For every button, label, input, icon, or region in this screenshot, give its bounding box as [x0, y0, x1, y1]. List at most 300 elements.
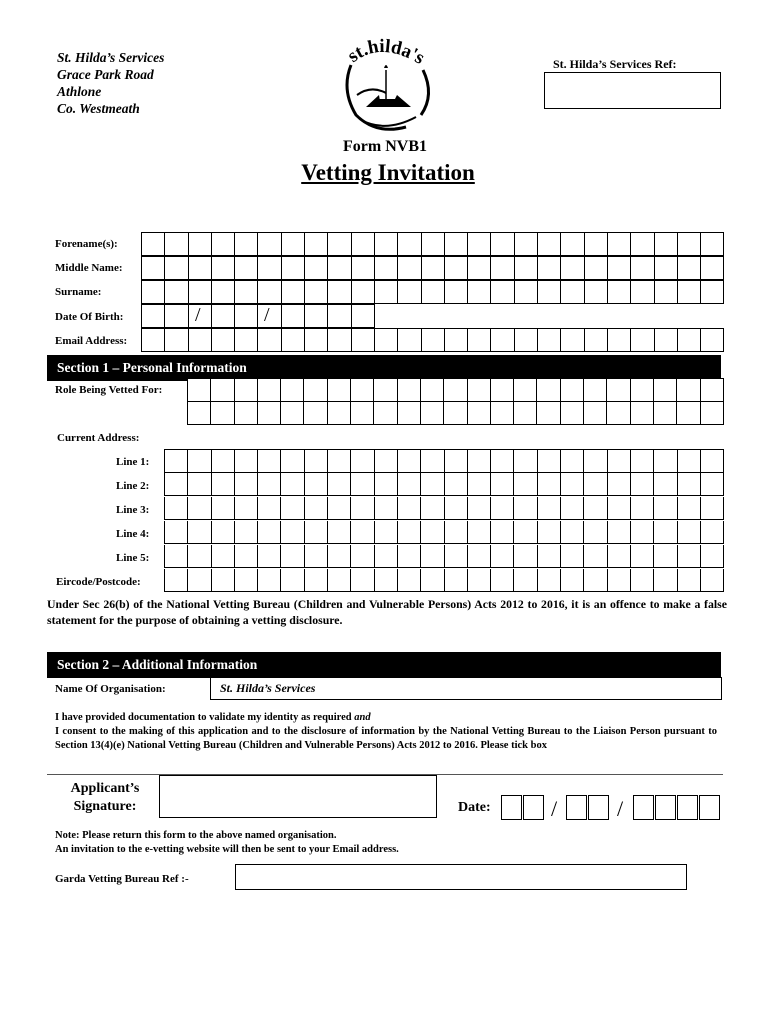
date-digit-cell[interactable] [566, 795, 587, 820]
char-cell[interactable] [607, 379, 630, 402]
date-digit-cell[interactable] [633, 795, 654, 820]
char-cell[interactable] [514, 545, 537, 568]
char-cell[interactable] [398, 329, 421, 352]
char-cell[interactable] [281, 569, 304, 592]
char-cell[interactable] [142, 233, 165, 256]
char-cell[interactable] [212, 281, 235, 304]
char-cell[interactable] [468, 569, 491, 592]
char-cell[interactable] [188, 473, 211, 496]
char-cell[interactable] [281, 379, 304, 402]
char-cell[interactable] [514, 450, 537, 473]
char-cell[interactable] [305, 569, 328, 592]
char-cell[interactable] [655, 257, 678, 280]
char-cell[interactable] [561, 569, 584, 592]
char-cell[interactable] [351, 521, 374, 544]
char-cell[interactable] [678, 473, 701, 496]
char-cell[interactable] [258, 233, 281, 256]
char-cell[interactable] [258, 257, 281, 280]
char-cell[interactable] [678, 233, 701, 256]
char-cell[interactable] [352, 329, 375, 352]
char-cell[interactable] [515, 233, 538, 256]
char-cell[interactable] [468, 545, 491, 568]
char-cell[interactable] [281, 402, 304, 425]
address-line-1-input[interactable] [164, 449, 724, 473]
char-cell[interactable] [375, 569, 398, 592]
char-cell[interactable] [235, 281, 258, 304]
char-cell[interactable] [468, 497, 491, 520]
char-cell[interactable] [258, 305, 281, 328]
char-cell[interactable] [188, 402, 211, 425]
char-cell[interactable] [375, 497, 398, 520]
char-cell[interactable] [188, 497, 211, 520]
char-cell[interactable] [212, 257, 235, 280]
dob-input[interactable] [141, 304, 375, 328]
char-cell[interactable] [165, 257, 188, 280]
char-cell[interactable] [375, 521, 398, 544]
char-cell[interactable] [305, 473, 328, 496]
char-cell[interactable] [282, 233, 305, 256]
char-cell[interactable] [328, 305, 351, 328]
char-cell[interactable] [654, 379, 677, 402]
char-cell[interactable] [491, 233, 514, 256]
char-cell[interactable] [538, 257, 561, 280]
address-line-3-input[interactable] [164, 497, 724, 520]
date-digit-cell[interactable] [677, 795, 698, 820]
date-year-input[interactable] [633, 795, 721, 820]
char-cell[interactable] [445, 281, 468, 304]
char-cell[interactable] [468, 233, 491, 256]
char-cell[interactable] [375, 257, 398, 280]
char-cell[interactable] [351, 450, 374, 473]
char-cell[interactable] [165, 450, 188, 473]
char-cell[interactable] [608, 257, 631, 280]
char-cell[interactable] [351, 497, 374, 520]
char-cell[interactable] [514, 521, 537, 544]
char-cell[interactable] [584, 450, 607, 473]
char-cell[interactable] [538, 569, 561, 592]
char-cell[interactable] [631, 569, 654, 592]
char-cell[interactable] [305, 305, 328, 328]
char-cell[interactable] [607, 402, 630, 425]
char-cell[interactable] [328, 569, 351, 592]
char-cell[interactable] [678, 329, 701, 352]
char-cell[interactable] [212, 473, 235, 496]
char-cell[interactable] [421, 497, 444, 520]
char-cell[interactable] [491, 569, 514, 592]
char-cell[interactable] [212, 521, 235, 544]
char-cell[interactable] [654, 473, 677, 496]
char-cell[interactable] [561, 473, 584, 496]
char-cell[interactable] [514, 569, 537, 592]
char-cell[interactable] [374, 402, 397, 425]
char-cell[interactable] [515, 329, 538, 352]
char-cell[interactable] [468, 379, 491, 402]
char-cell[interactable] [165, 329, 188, 352]
char-cell[interactable] [491, 281, 514, 304]
char-cell[interactable] [281, 521, 304, 544]
char-cell[interactable] [165, 233, 188, 256]
char-cell[interactable] [235, 450, 258, 473]
role-input-row-1[interactable] [187, 378, 724, 402]
char-cell[interactable] [352, 281, 375, 304]
char-cell[interactable] [235, 233, 258, 256]
char-cell[interactable] [608, 521, 631, 544]
char-cell[interactable] [608, 329, 631, 352]
char-cell[interactable] [235, 569, 258, 592]
char-cell[interactable] [468, 329, 491, 352]
char-cell[interactable] [235, 545, 258, 568]
char-cell[interactable] [445, 450, 468, 473]
char-cell[interactable] [491, 379, 514, 402]
char-cell[interactable] [677, 379, 700, 402]
char-cell[interactable] [282, 257, 305, 280]
char-cell[interactable] [537, 402, 560, 425]
char-cell[interactable] [398, 281, 421, 304]
char-cell[interactable] [584, 379, 607, 402]
char-cell[interactable] [538, 233, 561, 256]
char-cell[interactable] [537, 379, 560, 402]
char-cell[interactable] [165, 473, 188, 496]
char-cell[interactable] [561, 450, 584, 473]
char-cell[interactable] [398, 233, 421, 256]
char-cell[interactable] [375, 545, 398, 568]
char-cell[interactable] [445, 569, 468, 592]
char-cell[interactable] [678, 281, 701, 304]
char-cell[interactable] [375, 329, 398, 352]
char-cell[interactable] [491, 329, 514, 352]
char-cell[interactable] [165, 545, 188, 568]
char-cell[interactable] [258, 450, 281, 473]
char-cell[interactable] [328, 497, 351, 520]
char-cell[interactable] [561, 402, 584, 425]
char-cell[interactable] [514, 379, 537, 402]
char-cell[interactable] [212, 569, 235, 592]
char-cell[interactable] [631, 233, 654, 256]
char-cell[interactable] [212, 233, 235, 256]
char-cell[interactable] [258, 569, 281, 592]
char-cell[interactable] [352, 233, 375, 256]
char-cell[interactable] [235, 402, 258, 425]
char-cell[interactable] [422, 329, 445, 352]
char-cell[interactable] [188, 521, 211, 544]
char-cell[interactable] [701, 545, 724, 568]
char-cell[interactable] [608, 281, 631, 304]
char-cell[interactable] [491, 545, 514, 568]
char-cell[interactable] [654, 402, 677, 425]
char-cell[interactable] [608, 545, 631, 568]
char-cell[interactable] [421, 569, 444, 592]
char-cell[interactable] [655, 281, 678, 304]
signature-field[interactable] [159, 775, 437, 818]
char-cell[interactable] [491, 521, 514, 544]
char-cell[interactable] [258, 329, 281, 352]
char-cell[interactable] [631, 281, 654, 304]
char-cell[interactable] [678, 497, 701, 520]
char-cell[interactable] [328, 257, 351, 280]
char-cell[interactable] [514, 473, 537, 496]
date-month-input[interactable] [566, 795, 610, 820]
char-cell[interactable] [304, 379, 327, 402]
char-cell[interactable] [655, 233, 678, 256]
char-cell[interactable] [445, 233, 468, 256]
char-cell[interactable] [515, 257, 538, 280]
char-cell[interactable] [189, 281, 212, 304]
char-cell[interactable] [305, 281, 328, 304]
char-cell[interactable] [677, 402, 700, 425]
char-cell[interactable] [328, 379, 351, 402]
char-cell[interactable] [468, 257, 491, 280]
char-cell[interactable] [701, 450, 724, 473]
char-cell[interactable] [305, 545, 328, 568]
date-digit-cell[interactable] [501, 795, 522, 820]
eircode-input[interactable] [164, 569, 724, 592]
char-cell[interactable] [235, 497, 258, 520]
char-cell[interactable] [631, 545, 654, 568]
char-cell[interactable] [421, 450, 444, 473]
char-cell[interactable] [212, 545, 235, 568]
address-line-4-input[interactable] [164, 521, 724, 544]
char-cell[interactable] [491, 450, 514, 473]
char-cell[interactable] [328, 402, 351, 425]
char-cell[interactable] [445, 521, 468, 544]
char-cell[interactable] [189, 257, 212, 280]
char-cell[interactable] [258, 379, 281, 402]
char-cell[interactable] [538, 281, 561, 304]
char-cell[interactable] [701, 473, 724, 496]
char-cell[interactable] [631, 450, 654, 473]
char-cell[interactable] [631, 329, 654, 352]
char-cell[interactable] [515, 281, 538, 304]
char-cell[interactable] [561, 497, 584, 520]
char-cell[interactable] [631, 521, 654, 544]
char-cell[interactable] [445, 545, 468, 568]
email-input[interactable] [141, 328, 724, 352]
char-cell[interactable] [258, 545, 281, 568]
char-cell[interactable] [304, 402, 327, 425]
char-cell[interactable] [701, 379, 724, 402]
char-cell[interactable] [654, 569, 677, 592]
char-cell[interactable] [584, 497, 607, 520]
char-cell[interactable] [678, 257, 701, 280]
char-cell[interactable] [142, 257, 165, 280]
char-cell[interactable] [375, 450, 398, 473]
char-cell[interactable] [328, 450, 351, 473]
char-cell[interactable] [352, 257, 375, 280]
char-cell[interactable] [142, 305, 165, 328]
char-cell[interactable] [328, 473, 351, 496]
char-cell[interactable] [351, 545, 374, 568]
char-cell[interactable] [305, 450, 328, 473]
char-cell[interactable] [701, 497, 724, 520]
char-cell[interactable] [654, 450, 677, 473]
char-cell[interactable] [445, 473, 468, 496]
char-cell[interactable] [445, 497, 468, 520]
char-cell[interactable] [165, 305, 188, 328]
char-cell[interactable] [351, 402, 374, 425]
forename-input[interactable] [141, 232, 724, 256]
char-cell[interactable] [211, 379, 234, 402]
char-cell[interactable] [305, 497, 328, 520]
char-cell[interactable] [678, 521, 701, 544]
date-digit-cell[interactable] [523, 795, 544, 820]
char-cell[interactable] [631, 497, 654, 520]
char-cell[interactable] [631, 402, 654, 425]
char-cell[interactable] [631, 379, 654, 402]
char-cell[interactable] [282, 305, 305, 328]
address-line-2-input[interactable] [164, 473, 724, 496]
char-cell[interactable] [654, 497, 677, 520]
organisation-name-field[interactable]: St. Hilda’s Services [210, 677, 722, 700]
char-cell[interactable] [422, 281, 445, 304]
char-cell[interactable] [584, 521, 607, 544]
char-cell[interactable] [235, 329, 258, 352]
char-cell[interactable] [561, 281, 584, 304]
char-cell[interactable] [584, 402, 607, 425]
char-cell[interactable] [584, 473, 607, 496]
char-cell[interactable] [398, 450, 421, 473]
char-cell[interactable] [701, 329, 724, 352]
char-cell[interactable] [188, 379, 211, 402]
char-cell[interactable] [352, 305, 375, 328]
char-cell[interactable] [235, 257, 258, 280]
char-cell[interactable] [212, 329, 235, 352]
char-cell[interactable] [398, 497, 421, 520]
char-cell[interactable] [398, 473, 421, 496]
char-cell[interactable] [701, 569, 724, 592]
char-cell[interactable] [468, 450, 491, 473]
char-cell[interactable] [538, 450, 561, 473]
char-cell[interactable] [631, 257, 654, 280]
char-cell[interactable] [585, 233, 608, 256]
char-cell[interactable] [701, 281, 724, 304]
char-cell[interactable] [468, 402, 491, 425]
char-cell[interactable] [561, 233, 584, 256]
char-cell[interactable] [328, 233, 351, 256]
char-cell[interactable] [328, 521, 351, 544]
char-cell[interactable] [538, 329, 561, 352]
char-cell[interactable] [281, 545, 304, 568]
char-cell[interactable] [678, 545, 701, 568]
char-cell[interactable] [398, 379, 421, 402]
char-cell[interactable] [235, 473, 258, 496]
char-cell[interactable] [375, 233, 398, 256]
char-cell[interactable] [398, 402, 421, 425]
char-cell[interactable] [422, 233, 445, 256]
char-cell[interactable] [235, 305, 258, 328]
char-cell[interactable] [305, 521, 328, 544]
char-cell[interactable] [165, 569, 188, 592]
char-cell[interactable] [514, 402, 537, 425]
char-cell[interactable] [701, 402, 724, 425]
char-cell[interactable] [538, 497, 561, 520]
date-digit-cell[interactable] [699, 795, 720, 820]
char-cell[interactable] [421, 473, 444, 496]
char-cell[interactable] [445, 329, 468, 352]
char-cell[interactable] [258, 402, 281, 425]
role-input-row-2[interactable] [187, 402, 724, 425]
char-cell[interactable] [561, 545, 584, 568]
char-cell[interactable] [468, 473, 491, 496]
char-cell[interactable] [235, 379, 258, 402]
char-cell[interactable] [421, 402, 444, 425]
char-cell[interactable] [328, 545, 351, 568]
char-cell[interactable] [258, 497, 281, 520]
char-cell[interactable] [142, 281, 165, 304]
char-cell[interactable] [608, 450, 631, 473]
char-cell[interactable] [655, 329, 678, 352]
char-cell[interactable] [654, 521, 677, 544]
char-cell[interactable] [305, 257, 328, 280]
char-cell[interactable] [281, 473, 304, 496]
date-day-input[interactable] [501, 795, 545, 820]
char-cell[interactable] [678, 569, 701, 592]
char-cell[interactable] [212, 450, 235, 473]
char-cell[interactable] [189, 233, 212, 256]
char-cell[interactable] [142, 329, 165, 352]
date-digit-cell[interactable] [655, 795, 676, 820]
char-cell[interactable] [421, 521, 444, 544]
char-cell[interactable] [678, 450, 701, 473]
char-cell[interactable] [398, 521, 421, 544]
char-cell[interactable] [281, 497, 304, 520]
char-cell[interactable] [212, 497, 235, 520]
garda-ref-field[interactable] [235, 864, 687, 890]
char-cell[interactable] [421, 379, 444, 402]
char-cell[interactable] [188, 569, 211, 592]
char-cell[interactable] [258, 281, 281, 304]
char-cell[interactable] [608, 473, 631, 496]
char-cell[interactable] [212, 305, 235, 328]
char-cell[interactable] [608, 233, 631, 256]
char-cell[interactable] [561, 379, 584, 402]
char-cell[interactable] [188, 545, 211, 568]
char-cell[interactable] [189, 329, 212, 352]
char-cell[interactable] [585, 257, 608, 280]
char-cell[interactable] [444, 402, 467, 425]
char-cell[interactable] [305, 233, 328, 256]
char-cell[interactable] [468, 281, 491, 304]
char-cell[interactable] [538, 545, 561, 568]
char-cell[interactable] [585, 329, 608, 352]
char-cell[interactable] [631, 473, 654, 496]
char-cell[interactable] [351, 379, 374, 402]
char-cell[interactable] [165, 521, 188, 544]
char-cell[interactable] [398, 569, 421, 592]
char-cell[interactable] [375, 473, 398, 496]
char-cell[interactable] [608, 569, 631, 592]
char-cell[interactable] [421, 545, 444, 568]
char-cell[interactable] [328, 329, 351, 352]
char-cell[interactable] [561, 257, 584, 280]
middle-name-input[interactable] [141, 256, 724, 280]
char-cell[interactable] [398, 257, 421, 280]
char-cell[interactable] [165, 497, 188, 520]
char-cell[interactable] [165, 281, 188, 304]
char-cell[interactable] [282, 281, 305, 304]
char-cell[interactable] [701, 233, 724, 256]
char-cell[interactable] [561, 521, 584, 544]
char-cell[interactable] [701, 521, 724, 544]
char-cell[interactable] [514, 497, 537, 520]
char-cell[interactable] [585, 281, 608, 304]
char-cell[interactable] [258, 521, 281, 544]
char-cell[interactable] [561, 329, 584, 352]
char-cell[interactable] [491, 257, 514, 280]
char-cell[interactable] [188, 450, 211, 473]
char-cell[interactable] [701, 257, 724, 280]
services-ref-field[interactable] [544, 72, 721, 109]
char-cell[interactable] [584, 569, 607, 592]
